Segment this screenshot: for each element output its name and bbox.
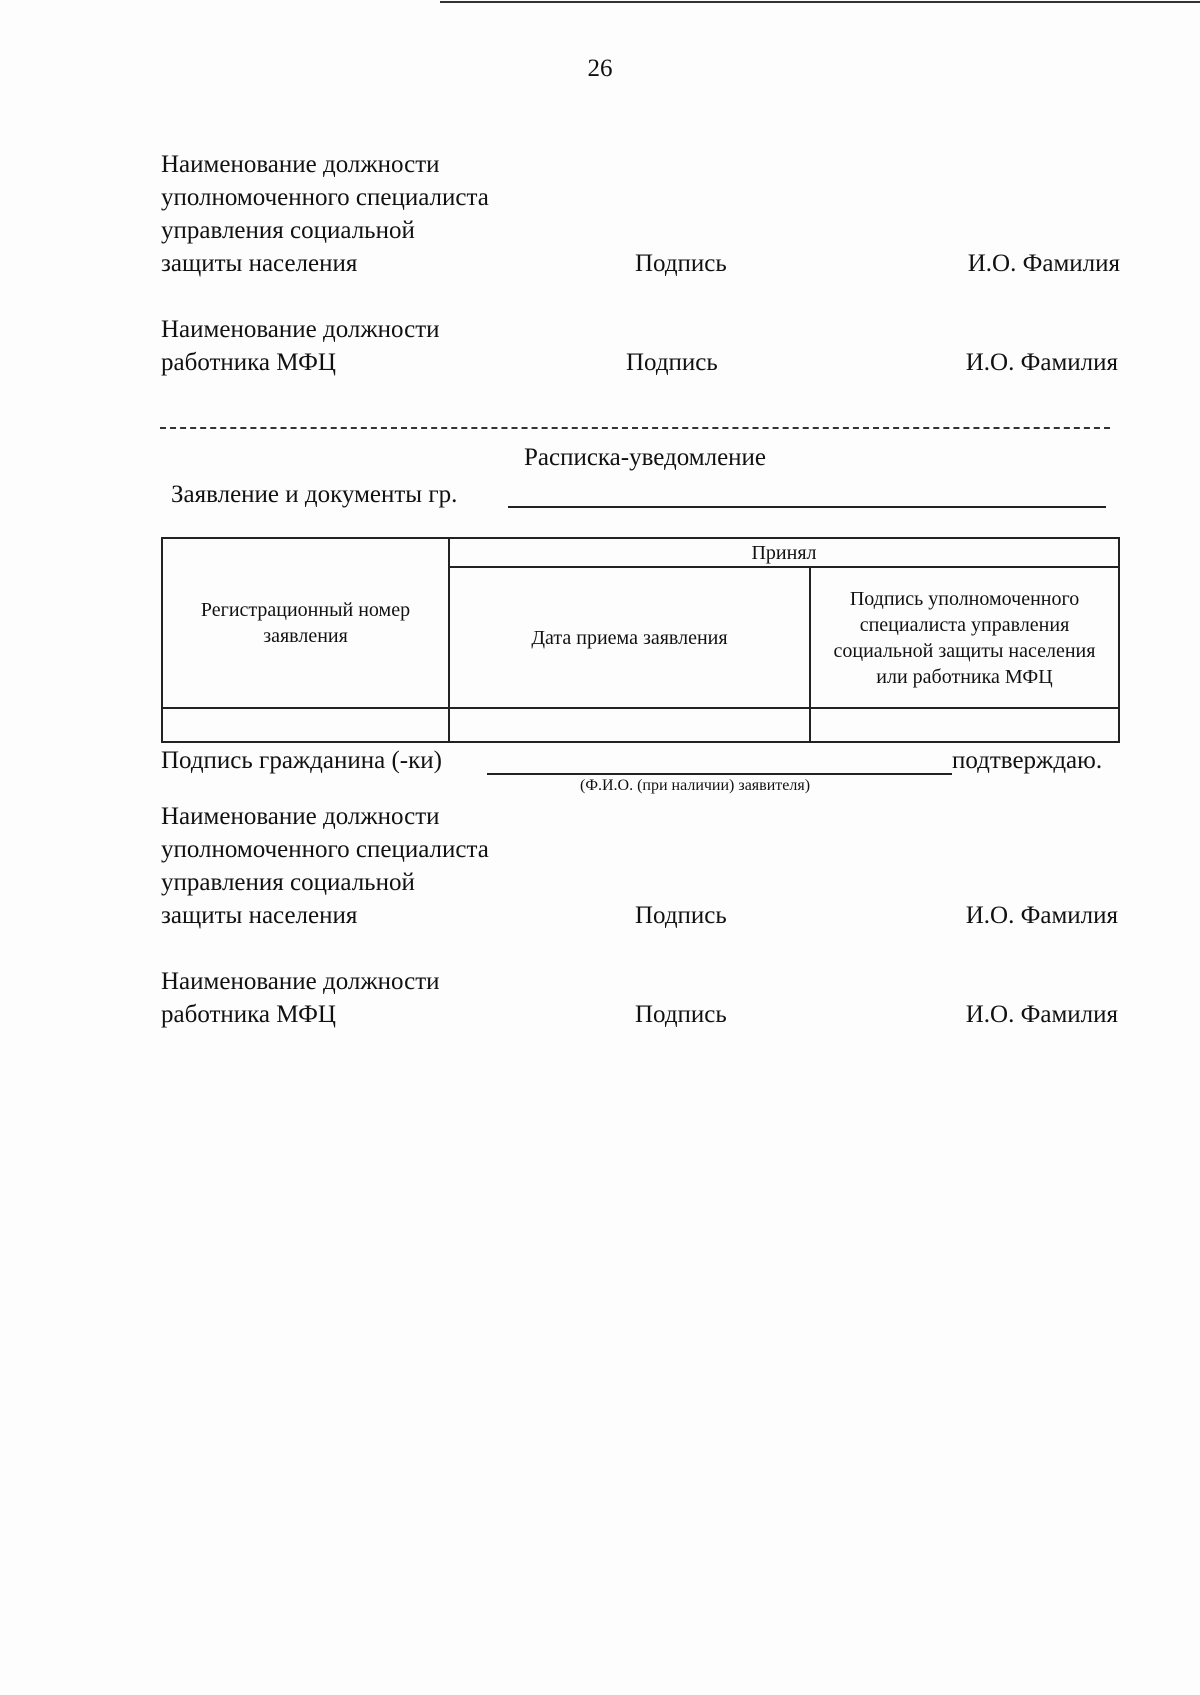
date-header: Дата приема заявления bbox=[449, 567, 810, 708]
confirm-text: подтверждаю. bbox=[952, 747, 1103, 774]
signature-cell[interactable] bbox=[810, 708, 1119, 742]
block2-signature: Подпись bbox=[626, 349, 718, 376]
statement-label: Заявление и документы гр. bbox=[171, 481, 458, 508]
block1-position-line1: Наименование должности bbox=[161, 151, 440, 178]
block4-position-line2: работника МФЦ bbox=[161, 1001, 336, 1028]
block2-position-line1: Наименование должности bbox=[161, 316, 440, 343]
page-number: 26 bbox=[587, 55, 613, 82]
block4-name: И.О. Фамилия bbox=[965, 1001, 1118, 1028]
reg-number-header: Регистрационный номер заявления bbox=[162, 538, 449, 708]
registration-table bbox=[161, 537, 1120, 743]
block2-position-line2: работника МФЦ bbox=[161, 349, 336, 376]
fio-caption: (Ф.И.О. (при наличии) заявителя) bbox=[580, 777, 811, 794]
block3-position-line1: Наименование должности bbox=[161, 803, 440, 830]
block3-signature: Подпись bbox=[635, 902, 727, 929]
signature-specialist-header: Подпись уполномоченного специалиста управления социальной защиты населения или работника МФЦ bbox=[810, 567, 1119, 708]
accepted-header: Принял bbox=[449, 538, 1119, 567]
block3-position-line3: управления социальной bbox=[161, 869, 415, 896]
block4-signature: Подпись bbox=[635, 1001, 727, 1028]
block1-signature: Подпись bbox=[635, 250, 727, 277]
date-cell[interactable] bbox=[449, 708, 810, 742]
cut-line bbox=[160, 427, 1110, 429]
citizen-signature-line bbox=[487, 773, 952, 775]
block3-position-line2: уполномоченного специалиста bbox=[161, 836, 489, 863]
reg-number-cell[interactable] bbox=[162, 708, 449, 742]
receipt-title: Расписка-уведомление bbox=[523, 444, 767, 471]
block1-position-line2: уполномоченного специалиста bbox=[161, 184, 489, 211]
block3-name: И.О. Фамилия bbox=[965, 902, 1118, 929]
scan-top-edge bbox=[440, 1, 1200, 3]
statement-underline bbox=[508, 506, 1106, 508]
block1-position-line4: защиты населения bbox=[161, 250, 358, 277]
block1-position-line3: управления социальной bbox=[161, 217, 415, 244]
block4-position-line1: Наименование должности bbox=[161, 968, 440, 995]
block2-name: И.О. Фамилия bbox=[965, 349, 1118, 376]
block3-position-line4: защиты населения bbox=[161, 902, 358, 929]
block1-name: И.О. Фамилия bbox=[967, 250, 1120, 277]
citizen-signature-label: Подпись гражданина (-ки) bbox=[161, 747, 442, 774]
